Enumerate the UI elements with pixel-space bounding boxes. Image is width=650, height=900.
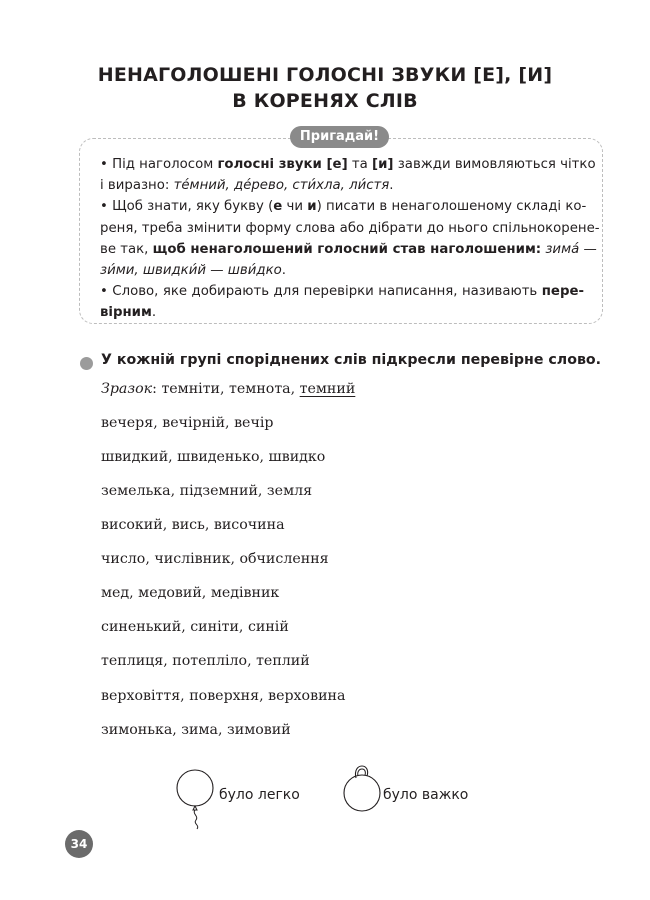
rule-2-line-3: ве так, щоб ненаголошений голосний став наголошеним: зима́ — bbox=[100, 241, 597, 257]
word-group-9[interactable]: верховіття, поверхня, верховина bbox=[101, 688, 346, 704]
sample-label: Зразок bbox=[101, 381, 153, 397]
rule-2-line-2: реня, треба змінити форму слова або дібрати до нього спільнокорене- bbox=[100, 220, 600, 236]
word-group-8[interactable]: теплиця, потепліло, теплий bbox=[101, 653, 310, 669]
word-group-10[interactable]: зимонька, зима, зимовий bbox=[101, 722, 291, 738]
word-group-5[interactable]: число, числівник, обчислення bbox=[101, 551, 329, 567]
rule-3-line-2: вірним. bbox=[100, 305, 157, 321]
balloon-easy-icon[interactable] bbox=[174, 768, 218, 830]
easy-label: було легко bbox=[219, 787, 300, 803]
remember-rules bbox=[100, 154, 600, 324]
remember-badge: Пригадай! bbox=[290, 126, 389, 148]
sample-line: Зразок: темніти, темнота, темний bbox=[101, 381, 356, 397]
page-number: 34 bbox=[65, 830, 93, 858]
rule-2-line-4: зи́ми, швидки́й — шви́дко. bbox=[100, 263, 287, 279]
word-group-7[interactable]: синенький, синіти, синій bbox=[101, 619, 289, 635]
rule-1-line-1: • Під наголосом голосні звуки [е] та [и] завжди вимовляються чітко bbox=[100, 157, 596, 172]
page-title-line-2: В КОРЕНЯХ СЛІВ bbox=[232, 90, 418, 112]
task-instruction: У кожній групі споріднених слів підкресли перевірне слово. bbox=[101, 352, 602, 368]
word-group-1[interactable]: вечеря, вечірній, вечір bbox=[101, 415, 274, 431]
word-group-6[interactable]: мед, медовий, медівник bbox=[101, 585, 280, 601]
page-title-line-1: НЕНАГОЛОШЕНІ ГОЛОСНІ ЗВУКИ [Е], [И] bbox=[97, 64, 553, 86]
hard-label: було важко bbox=[383, 787, 469, 803]
word-group-4[interactable]: високий, вись, височина bbox=[101, 517, 285, 533]
word-group-2[interactable]: швидкий, швиденько, швидко bbox=[101, 449, 326, 465]
word-group-3[interactable]: земелька, підземний, земля bbox=[101, 483, 313, 499]
sample-answer: темний bbox=[299, 381, 356, 397]
rule-2-line-1: • Щоб знати, яку букву (е чи и) писати в ненаголошеному складі ко- bbox=[100, 199, 587, 215]
rule-1-line-2: і виразно: те́мний, де́рево, сти́хла, ли́стя. bbox=[100, 178, 394, 194]
rule-3-line-1: • Слово, яке добирають для перевірки написання, називають пере- bbox=[100, 284, 584, 300]
sample-words: темніти, темнота, bbox=[161, 381, 300, 397]
task-bullet-icon bbox=[80, 357, 93, 370]
weight-hard-icon[interactable] bbox=[338, 762, 384, 814]
